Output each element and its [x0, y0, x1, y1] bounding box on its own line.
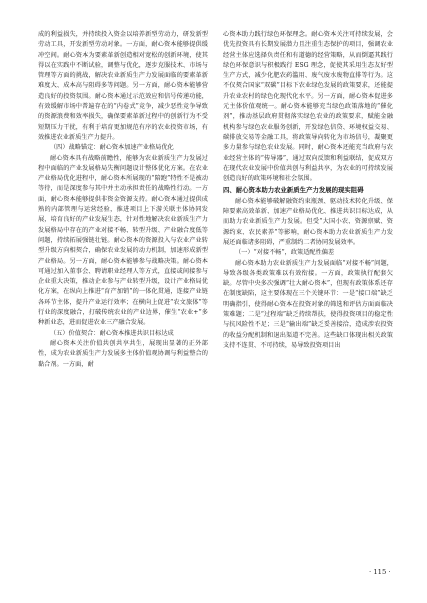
- right-paragraph-3: 耐心资本助力农业新质生产力发展面临“对接不畅”问题，导致各级各类政策难以有效衔接。一方面，政策执行配套欠缺。尽管中央多次强调“壮大耐心资本”，但现有政策体系还存在制度缺陷，这主要体现在三个关键环节：一是“接口端”缺乏明确指引，使得耐心资本在投资对象的筛选和评估方面面临决策难题；二是“过程端”缺乏持续帮扶，使得投资项目的稳定性与抗风险性不足；三是“输出端”缺乏妥善接洽，造成涉农投资的收益分配机制和退出渠道不完善。这些缺口体现出相关政策支持不连贯、不可持续，易导致投资项目出: [223, 259, 393, 349]
- right-paragraph-2: 耐心资本能够破解融资约束瓶颈、驱动技术转化升级、保障要素高效革新、加速产业格局优化、推进共识目标达成，从而助力农业新质生产力发展。但受“大国小农、资源禀赋、资源约束、农民素养”等影响，耐心资本助力农业新质生产力发展还面临诸多阻碍，严重制约二者协同发展效率。: [223, 197, 393, 246]
- left-column: [38, 30, 208, 370]
- left-paragraph-3: 耐心资本关注价值共创共享共生，展现出显著的正外部性，成为农业新质生产力发展多主体价值观协调与利益整合的黏合剂。一方面，耐: [38, 339, 208, 368]
- page-number: · 115 ·: [369, 568, 391, 576]
- right-paragraph-1: 心资本助力践行绿色环保理念。耐心资本关注可持续发展，会优先投资具有长期发展潜力且注重生态保护的项目，强调农业经营主体应选择负责任和有道德的经营策略，从而倒逼其践行绿色环保意识与积极践行 ESG 理念，促使其采用生态友好型生产方式，减少化肥农药滥用、废气废水废物直排等行为。这不仅契合国家“双碳”目标下农业绿色发展的政策要求，还能提升农业农村的绿色化现代化水平。另一方面，耐心资本促进多元主体价值观统一。耐心资本能够充当绿色政策落地的“催化剂”，推动基层政府贯彻落实绿色农业的政策要求，赋能金融机构参与绿色农业服务创新，开发绿色信贷、环境权益交易、碳排放交易等金融工具，将政策导向转化为市场信号，凝聚更多力量参与绿色农业发展。同时，耐心资本还能充当政府与农业经营主体的“传导器”，通过双向反馈和利益联结，促成双方在现代农业发展中价值共创与利益共享，为农业的可持续发展创造良好的政策环境和社会氛围。: [223, 31, 393, 183]
- left-paragraph-2: 耐心资本具有战略前瞻性，能够为农业新质生产力发展过程中面临的产业发展格局失衡问题设计整体优化方案。在农业产业格局优化进程中，耐心资本所展现的“陪跑”特性不是被动等待，而是深度参与其中并主动承担责任的战略性行动。一方面，耐心资本能够提供非资金资源支持。耐心资本通过提供成熟的内部管理与运营经验，推进项目上下游关联主体协同发展，培育良好的产业发展生态，针对性地解决农业新质生产力发展格局中存在的产业对接不畅、转型升级、产业融合度低等问题，持续拓展强链壮链。耐心资本的资源投入与农业产业转型升级方向相契合，确保农业发展的动力机制，加速形成新型产业格局。另一方面，耐心资本能够参与战略决策。耐心资本可通过加入董事会、聘请职业经理人等方式，直接或间接参与企业重大决策，推动企业参与产业转型升级，设计产业格局优化方案，在纵向上推进“育产加销”的一体化贯通，连接产业链各环节主体，提升产业运行效率；在横向上促进“农文旅体”等行业的深度融合，打破传统农业的产业边界，催生“农业+”多种新业态，进而促进农业三产融合发展。: [38, 154, 208, 327]
- left-subheading-strategic-anchoring: （四）战略锚定：耐心资本加速产业格局优化: [50, 144, 174, 152]
- right-subheading-poor-connection: （一）“对接不畅”，政策适配性偏差: [235, 249, 335, 257]
- section-heading-obstacles: 四、耐心资本助力农业新质生产力发展的现实阻碍: [223, 186, 364, 195]
- right-column: [223, 30, 393, 351]
- left-subheading-value-alignment: （五）价值契合：耐心资本推进共识目标达成: [50, 329, 174, 337]
- left-paragraph-1: 成的利益损失，并持续投入资金以培养新型劳动力，研发新型劳动工具，开发新型劳动对象。一方面，耐心资本能够提供缓冲空间。耐心资本为要素革新创造相对宽松的创新环境，使其得以在实践中不断试验，调整与优化，逐步克服技术、市场与管理等方面的挑战，解决农业新质生产力发展面临的要素革新难度大、成本高与阻碍多等问题。另一方面，耐心资本能够营造良好的投资氛围。耐心资本通过示范效应和信号传递功能，有效缓解市场中普遍存在的“内卷式”竞争，减少恶性竞争导致的资源浪费和效率损失，确保要素革新过程中的创新行为不受短期压力干扰，有利于培育更加规范有序的农业投资市场，有效推进农业新质生产力提升。: [38, 31, 208, 141]
